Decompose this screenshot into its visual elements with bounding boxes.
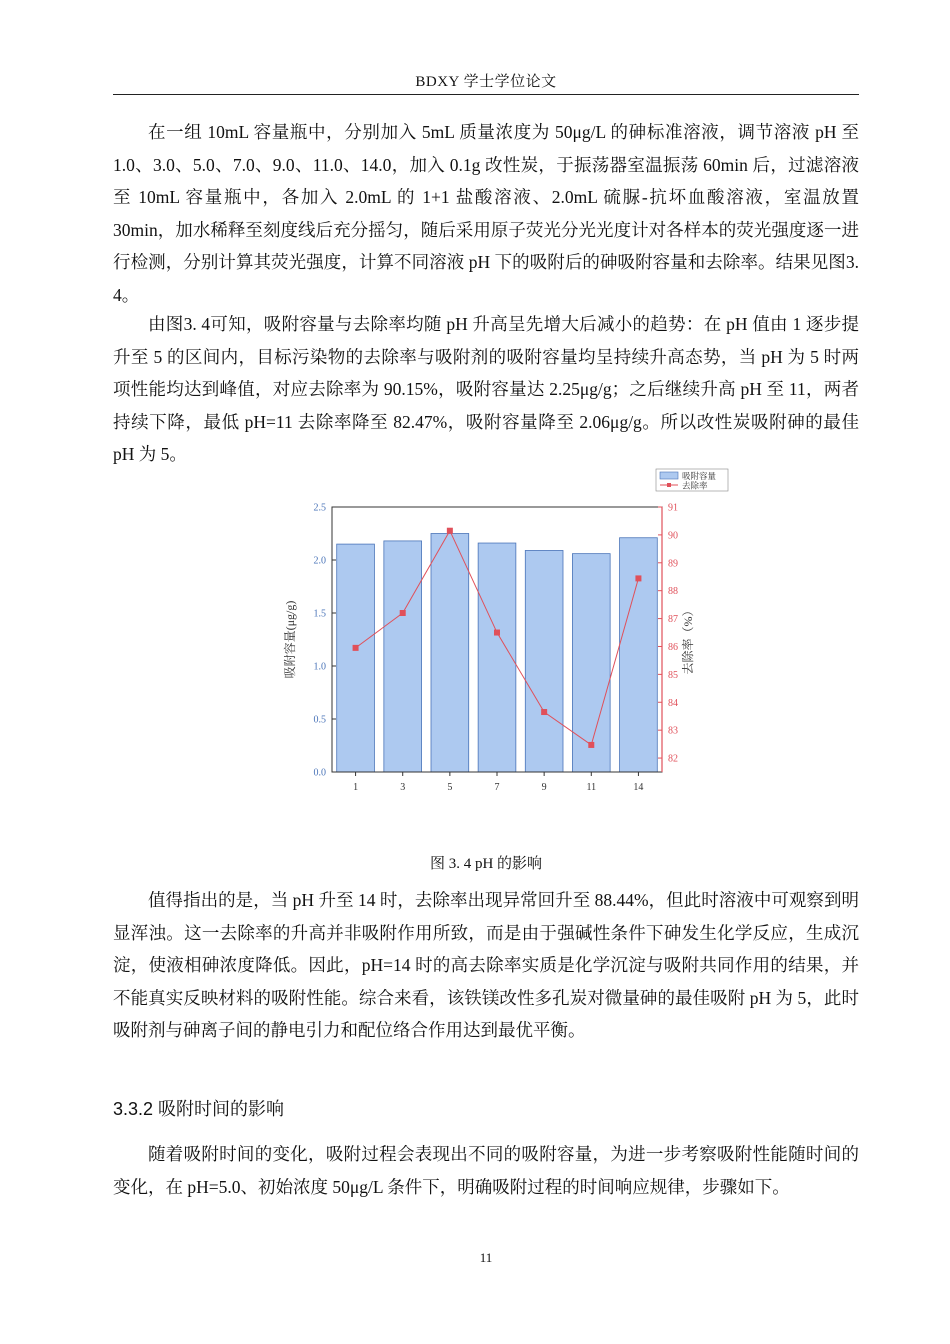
removal-rate-point-11 — [588, 742, 594, 748]
left-tick-label: 0.0 — [313, 767, 326, 779]
x-tick-label: 14 — [633, 782, 644, 793]
legend-line-label: 去除率 — [682, 480, 708, 491]
right-tick-label: 85 — [668, 669, 678, 681]
removal-rate-point-5 — [447, 528, 453, 534]
removal-rate-point-1 — [353, 645, 359, 651]
right-tick-label: 88 — [668, 586, 678, 598]
ph-effect-chart — [270, 464, 717, 804]
header-rule — [113, 94, 859, 95]
right-axis-label: 去除率（%） — [681, 604, 695, 675]
left-tick-label: 2.0 — [313, 555, 326, 567]
bar-5 — [431, 534, 469, 773]
paragraph-next-section: 随着吸附时间的变化，吸附过程会表现出不同的吸附容量，为进一步考察吸附性能随时间的变化，在 pH=5.0、初始浓度 50μg/L 条件下，明确吸附过程的时间响应规律，步骤如下。 — [113, 1144, 859, 1197]
x-tick-label: 11 — [586, 782, 597, 793]
right-tick-label: 89 — [668, 558, 678, 570]
bar-3 — [384, 541, 422, 772]
right-tick-label: 84 — [668, 697, 678, 709]
legend-bar-swatch — [660, 472, 678, 479]
right-tick-label: 91 — [668, 502, 678, 514]
removal-rate-point-14 — [635, 575, 641, 581]
right-tick-label: 83 — [668, 725, 678, 737]
paragraph-result: 由图3. 4可知，吸附容量与去除率均随 pH 升高呈先增大后减小的趋势：在 pH 值由 1 逐步提升至 5 的区间内，目标污染物的去除率与吸附剂的吸附容量均呈持续升高态势，当 pH 为 5 时两项性能均达到峰值，对应去除率为 90.15%，吸附容量达 2.25μg/g；之后继续升高 pH 至 11，两者持续下降，最低 pH=11 去除率降至 82.47%，吸附容量降至 2.06μg/g。所以改性炭吸附砷的最佳 pH 为 5。 — [113, 314, 859, 464]
x-tick-label: 1 — [353, 782, 359, 793]
section-heading: 3.3.2 吸附时间的影响 — [113, 1099, 285, 1119]
removal-rate-point-7 — [494, 630, 500, 636]
running-header: BDXY 学士学位论文 — [415, 74, 557, 90]
left-tick-label: 0.5 — [313, 714, 326, 726]
bar-1 — [337, 544, 375, 772]
left-axis-label: 吸附容量(μg/g) — [283, 600, 297, 679]
ph-effect-figure — [270, 464, 717, 804]
x-tick-label: 5 — [447, 782, 453, 793]
left-tick-label: 1.5 — [313, 608, 326, 620]
x-tick-label: 3 — [400, 782, 406, 793]
left-tick-label: 2.5 — [313, 502, 326, 514]
page-number: 11 — [479, 1250, 493, 1265]
left-tick-label: 1.0 — [313, 661, 326, 673]
removal-rate-point-9 — [541, 709, 547, 715]
right-tick-label: 82 — [668, 753, 678, 765]
paragraph-discussion: 值得指出的是，当 pH 升至 14 时，去除率出现异常回升至 88.44%，但此时溶液中可观察到明显浑浊。这一去除率的升高并非吸附作用所致，而是由于强碱性条件下砷发生化学反应，生成沉淀，使液相砷浓度降低。因此，pH=14 时的高去除率实质是化学沉淀与吸附共同作用的结果，并不能真实反映材料的吸附性能。综合来看，该铁镁改性多孔炭对微量砷的最佳吸附 pH 为 5，此时吸附剂与砷离子间的静电引力和配位络合作用达到最优平衡。 — [113, 890, 859, 1040]
figure-caption: 图 3. 4 pH 的影响 — [429, 856, 543, 872]
bar-11 — [572, 554, 610, 772]
legend-bar-label: 吸附容量 — [682, 471, 717, 481]
legend-line-marker — [667, 483, 671, 487]
right-tick-label: 87 — [668, 614, 678, 626]
bar-9 — [525, 550, 563, 772]
x-tick-label: 9 — [541, 782, 547, 793]
x-tick-label: 7 — [494, 782, 500, 793]
paragraph-method: 在一组 10mL 容量瓶中，分别加入 5mL 质量浓度为 50μg/L 的砷标准溶液，调节溶液 pH 至 1.0、3.0、5.0、7.0、9.0、11.0、14.0，加入 0.1g 改性炭，于振荡器室温振荡 60min 后，过滤溶液至 10mL 容量瓶中，各加入 2.0mL 的 1+1 盐酸溶液、2.0mL 硫脲-抗坏血酸溶液，室温放置 30min，加水稀释至刻度线后充分摇匀，随后采用原子荧光分光光度计对各样本的荧光强度逐一进行检测，分别计算其荧光强度，计算不同溶液 pH 下的吸附后的砷吸附容量和去除率。结果见图3. 4。 — [113, 122, 859, 305]
right-tick-label: 90 — [668, 530, 678, 542]
bar-7 — [478, 543, 516, 772]
right-tick-label: 86 — [668, 641, 678, 653]
bar-14 — [620, 538, 658, 772]
removal-rate-point-3 — [400, 610, 406, 616]
